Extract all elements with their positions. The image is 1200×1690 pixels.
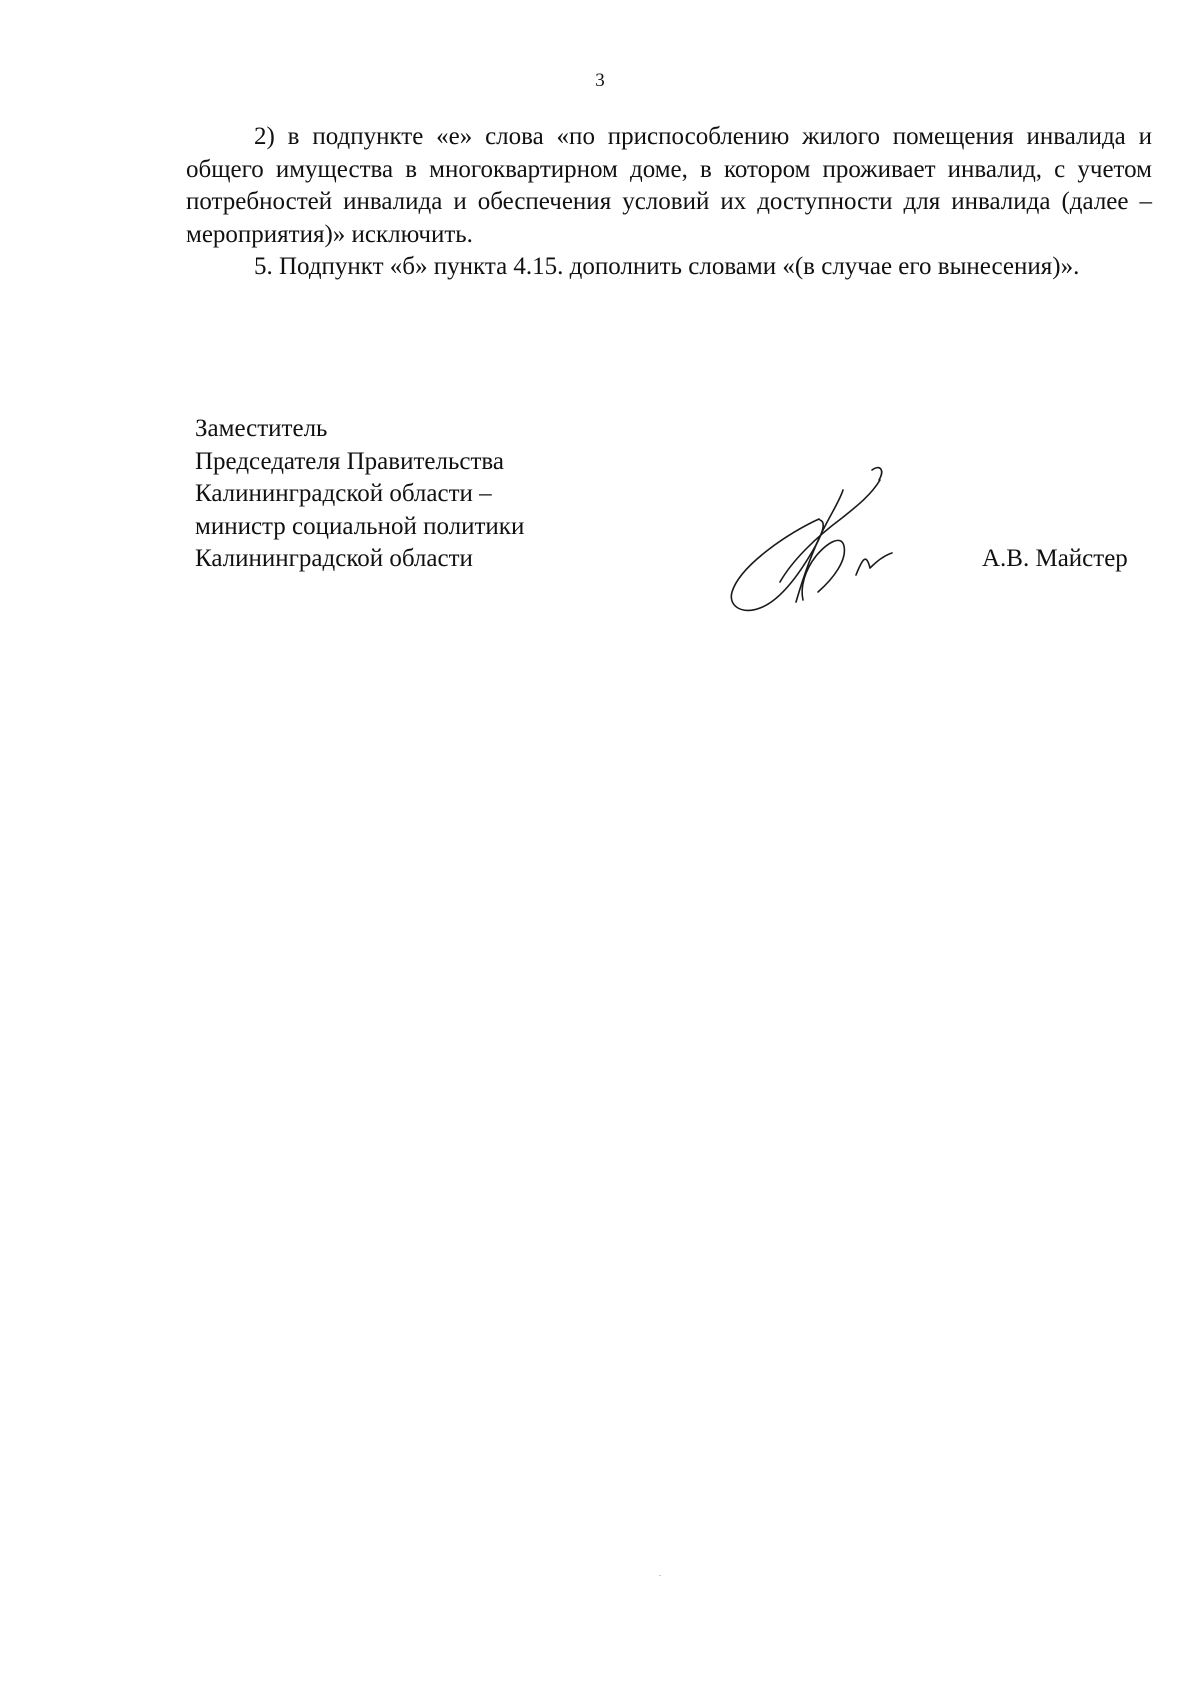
document-body <box>186 121 1152 284</box>
page-number: 3 <box>595 70 605 91</box>
signatory-title-line: Калининградской области – <box>195 480 492 507</box>
paragraph-subitem-2: 2) в подпункте «е» слова «по приспособлению жилого помещения инвалида и общего имущества в многоквартирном доме, в котором проживает инвалид, с учетом потребностей инвалида и обеспечения условий их доступности для инвалида (далее – мероприятия)» исключить. <box>186 123 1152 248</box>
paragraph-item-5: 5. Подпункт «б» пункта 4.15. дополнить словами «(в случае его вынесения)». <box>254 253 1080 280</box>
signatory-title-line: министр социальной политики <box>195 512 525 540</box>
signer-name: А.В. Майстер <box>982 545 1128 572</box>
signatory-title-line: Калининградской области <box>195 545 473 572</box>
scan-speck <box>659 1575 661 1576</box>
handwritten-signature <box>720 450 910 615</box>
signatory-title-line: Председателя Правительства <box>195 447 504 475</box>
signatory-title <box>195 413 524 576</box>
signatory-title-line: Заместитель <box>195 415 328 442</box>
